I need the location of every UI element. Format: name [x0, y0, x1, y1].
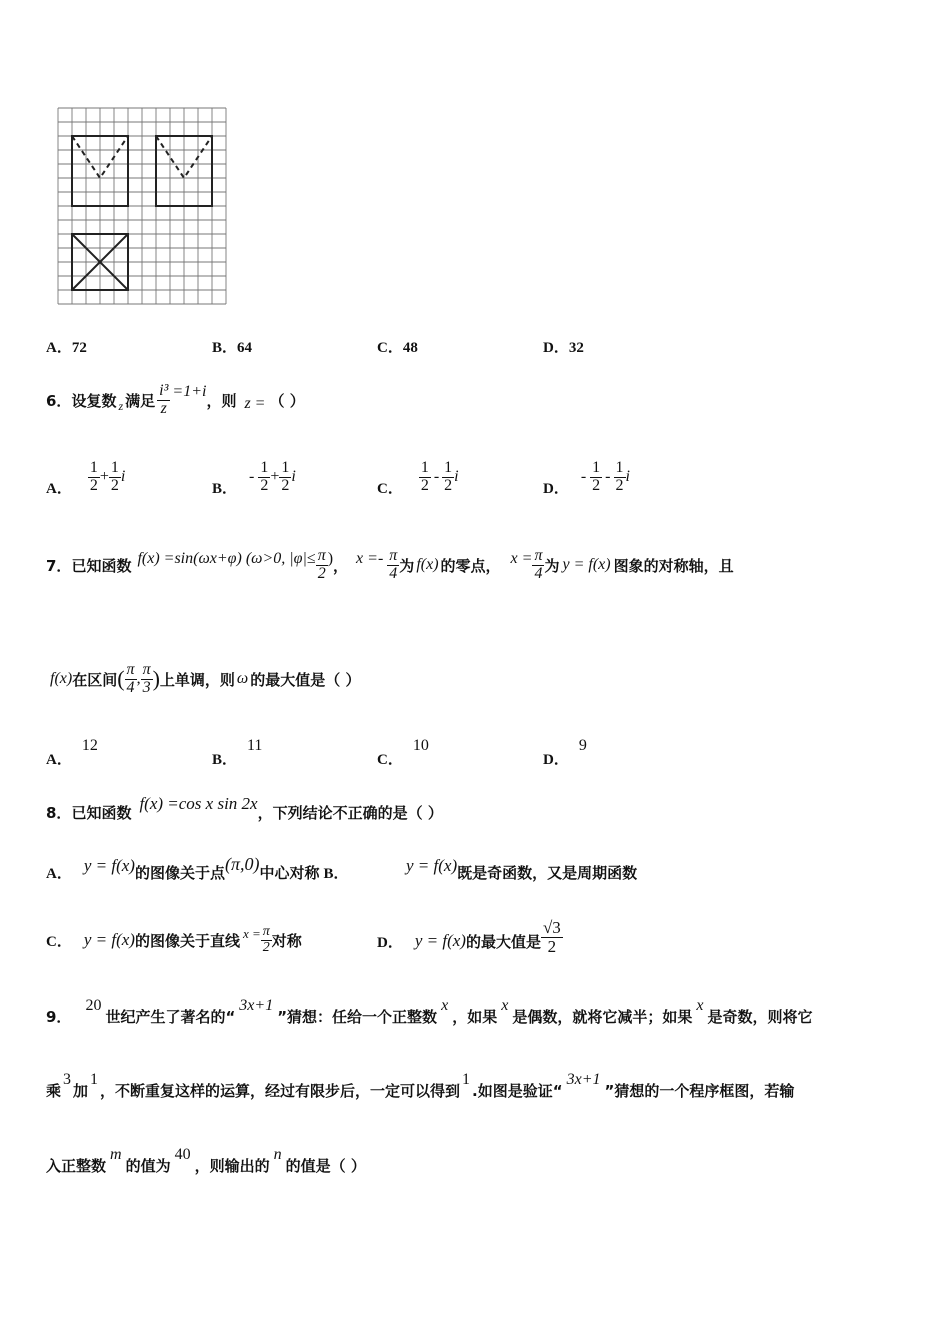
fraction-denominator: 2	[444, 476, 453, 494]
q7-text: 的最大值是（ ）	[250, 670, 361, 689]
var-x: x	[441, 997, 449, 1014]
q9-text: ，如果	[452, 1007, 498, 1026]
option-value: 12	[81, 737, 98, 754]
option-value: 72	[71, 340, 87, 356]
fraction-numerator: 1	[592, 458, 601, 476]
q9-text: 乘	[46, 1081, 62, 1100]
q6-option-d[interactable]	[543, 455, 630, 499]
half-fraction	[614, 460, 626, 495]
q7-stem-line2	[50, 654, 360, 704]
fraction-denominator: 2	[615, 476, 624, 494]
option-value: 32	[568, 340, 584, 356]
close-paren: )	[327, 550, 334, 567]
q6-ask: z =	[244, 395, 266, 412]
q8-text: 的最大值是	[465, 932, 541, 951]
q9-text: ，不断重复这样的运算，经过有限步后，一定可以得到	[100, 1081, 461, 1100]
option-letter: D．	[543, 480, 569, 497]
fraction-numerator: π	[389, 546, 398, 564]
sign: -	[580, 468, 587, 485]
num-20: 20	[85, 997, 102, 1014]
pi-over-2	[316, 548, 328, 583]
q5-option-d[interactable]	[543, 336, 584, 357]
q9-number: 9．	[46, 1007, 72, 1026]
fraction-denominator: 2	[281, 476, 290, 494]
option-letter: A．	[46, 865, 72, 882]
option-letter: B．	[323, 865, 349, 882]
option-letter: A．	[46, 752, 72, 768]
q6-fraction	[157, 383, 170, 418]
q9-text: ，则输出的	[194, 1156, 270, 1175]
option-letter: B．	[212, 752, 238, 768]
q7-text: 上单调，则	[159, 670, 235, 689]
q9-text: 的值是（ ）	[285, 1156, 366, 1175]
q8-text: 已知函数	[71, 803, 132, 822]
q8-text: 的图像关于直线	[134, 931, 240, 950]
omega: ω	[236, 670, 249, 687]
var-n: n	[273, 1146, 282, 1163]
imaginary-unit: i	[291, 468, 296, 485]
q8-option-c[interactable]	[46, 914, 302, 966]
option-letter: C．	[377, 480, 403, 497]
q9-text: 入正整数	[46, 1156, 107, 1175]
half-fraction	[279, 460, 291, 495]
var-x: x	[501, 997, 509, 1014]
q8-number: 8．	[46, 803, 72, 822]
q9-text: ”猜想：任给一个正整数	[277, 1007, 438, 1026]
var-z: z	[118, 398, 124, 413]
q7-number: 7．	[46, 556, 72, 575]
axis-x: x =	[510, 550, 533, 567]
q9-text: 的值为	[125, 1156, 171, 1175]
separator: ,	[136, 670, 141, 687]
q6-text: ，则	[206, 391, 237, 410]
q6-option-a[interactable]	[46, 455, 125, 499]
q8-text: 对称	[271, 931, 302, 950]
q9-text: ”猜想的一个程序框图，若输	[604, 1081, 795, 1100]
option-value: 10	[412, 737, 429, 754]
pi-over-3	[141, 662, 153, 697]
fraction-numerator: π	[534, 546, 543, 564]
operator: +	[270, 468, 280, 485]
half-fraction	[590, 460, 602, 495]
q9-text: 是偶数，就将它减半；如果	[512, 1007, 693, 1026]
num-3: 3	[63, 1071, 72, 1088]
q7-option-c[interactable]	[377, 734, 429, 768]
option-letter: D．	[543, 340, 569, 356]
q8-formula: f(x) =cos x sin 2x	[139, 794, 258, 813]
q6-text: 设复数	[71, 391, 117, 410]
option-letter: D．	[543, 752, 569, 768]
fraction-numerator: i³	[159, 381, 169, 399]
q5-option-c[interactable]	[377, 336, 418, 357]
option-value: 64	[237, 340, 253, 356]
three-view-figure	[55, 103, 231, 311]
option-letter: C．	[46, 933, 72, 950]
fraction-denominator: 2	[110, 476, 119, 494]
half-fraction	[419, 460, 431, 495]
q8-text: 既是奇函数，又是周期函数	[457, 863, 638, 882]
q8-option-a[interactable]	[46, 852, 363, 892]
fraction-numerator: 1	[281, 458, 290, 476]
q6-stem	[46, 370, 305, 430]
fraction-numerator: 1	[615, 458, 624, 476]
line-x: x =	[242, 926, 261, 941]
q6-paren: （ ）	[269, 391, 305, 410]
half-fraction	[88, 460, 100, 495]
fraction-denominator: 2	[317, 564, 326, 582]
q6-option-c[interactable]	[377, 455, 459, 499]
option-letter: C．	[377, 340, 403, 356]
q9-line1	[46, 996, 812, 1036]
close-paren: )	[152, 666, 160, 691]
imaginary-unit: i	[454, 468, 459, 485]
point: (π,0)	[224, 853, 260, 874]
q7-text: ，	[333, 556, 349, 575]
q7-text: 为	[399, 556, 415, 575]
fraction-numerator: π	[126, 660, 135, 678]
sqrt3-over-2	[541, 919, 563, 956]
yfx: y = f(x)	[406, 856, 458, 875]
option-letter: D．	[377, 934, 403, 951]
q7-stem-line1	[46, 540, 734, 590]
var-x: x	[696, 997, 704, 1014]
option-letter: B．	[212, 340, 238, 356]
pi-over-2	[261, 925, 272, 955]
option-value: 11	[247, 737, 263, 754]
q8-text: 的图像关于点	[134, 863, 225, 882]
half-fraction	[109, 460, 121, 495]
q8-text: ，下列结论不正确的是（ ）	[257, 803, 443, 822]
q8-option-d[interactable]	[377, 908, 563, 966]
fraction-numerator: 1	[110, 458, 119, 476]
num-1: 1	[462, 1071, 471, 1088]
fraction-numerator: π	[262, 923, 270, 939]
q8-stem	[46, 792, 443, 832]
yfx: y = f(x)	[83, 856, 135, 875]
fraction-denominator: 2	[260, 476, 269, 494]
yfx: y = f(x)	[562, 556, 611, 573]
fraction-numerator: 1	[260, 458, 269, 476]
q6-text: 满足	[125, 391, 156, 410]
num-1: 1	[90, 1071, 99, 1088]
fraction-denominator: 2	[89, 476, 98, 494]
fx: f(x)	[416, 556, 439, 573]
q5-option-a[interactable]	[46, 336, 87, 357]
q7-option-b[interactable]	[212, 734, 263, 768]
q9-text: 世纪产生了著名的“	[105, 1007, 236, 1026]
q9-line3	[46, 1145, 366, 1185]
fraction-denominator: 4	[389, 564, 398, 582]
q8-text: 中心对称	[259, 863, 320, 882]
q7-text: 已知函数	[71, 556, 132, 575]
q7-text: 的零点，	[440, 556, 501, 575]
q6-rhs: =1+i	[172, 383, 207, 400]
fraction-numerator: 1	[444, 458, 453, 476]
option-letter: A．	[46, 480, 72, 497]
q5-option-b[interactable]	[212, 336, 252, 357]
option-value: 9	[578, 737, 587, 754]
fraction-denominator: z	[160, 399, 167, 417]
num-40: 40	[174, 1146, 191, 1163]
option-letter: C．	[377, 752, 403, 768]
yfx: y = f(x)	[83, 930, 135, 949]
q9-text: 是奇数，则将它	[707, 1007, 813, 1026]
fraction-denominator: 3	[142, 678, 151, 696]
operator: -	[433, 468, 440, 485]
half-fraction	[442, 460, 454, 495]
option-letter: B．	[212, 480, 238, 497]
fraction-numerator: √3	[542, 917, 561, 937]
fraction-denominator: 4	[126, 678, 135, 696]
q7-function: f(x) =sin(ωx+φ) (ω>0, |φ|≤	[137, 550, 316, 567]
q7-text: 在区间	[72, 670, 118, 689]
operator: +	[99, 468, 109, 485]
q9-text: 加	[73, 1081, 89, 1100]
q6-option-b[interactable]	[212, 455, 296, 499]
grid-figure-svg	[55, 103, 231, 311]
option-value: 48	[402, 340, 418, 356]
fraction-numerator: 1	[420, 458, 429, 476]
yfx: y = f(x)	[414, 931, 466, 950]
fraction-denominator: 2	[592, 476, 601, 494]
fraction-numerator: π	[142, 660, 151, 678]
q7-option-a[interactable]	[46, 734, 98, 768]
option-letter: A．	[46, 340, 72, 356]
q7-option-d[interactable]	[543, 734, 587, 768]
fraction-numerator: π	[317, 546, 326, 564]
q7-text: 图象的对称轴，且	[613, 556, 734, 575]
var-m: m	[110, 1146, 122, 1163]
q6-number: 6．	[46, 391, 72, 410]
expr-3x1: 3x+1	[239, 997, 274, 1014]
fx: f(x)	[50, 670, 73, 687]
zero-x: x =-	[356, 550, 384, 567]
fraction-denominator: 2	[547, 936, 557, 956]
q9-line2	[46, 1070, 794, 1110]
pi-over-4	[387, 548, 399, 583]
q9-text: .如图是验证“	[472, 1081, 563, 1100]
q8-option-b[interactable]	[406, 852, 637, 892]
sign: -	[249, 468, 255, 485]
fraction-denominator: 2	[420, 476, 429, 494]
fraction-denominator: 2	[262, 939, 270, 955]
half-fraction	[258, 460, 270, 495]
q7-text: 为	[544, 556, 560, 575]
imaginary-unit: i	[120, 468, 126, 485]
fraction-denominator: 4	[534, 564, 543, 582]
fraction-numerator: 1	[89, 458, 98, 476]
expr-3x1: 3x+1	[566, 1071, 601, 1088]
pi-over-4	[532, 548, 544, 583]
operator: -	[605, 468, 611, 485]
pi-over-4	[125, 662, 137, 697]
imaginary-unit: i	[625, 468, 630, 485]
open-paren: (	[117, 666, 125, 691]
